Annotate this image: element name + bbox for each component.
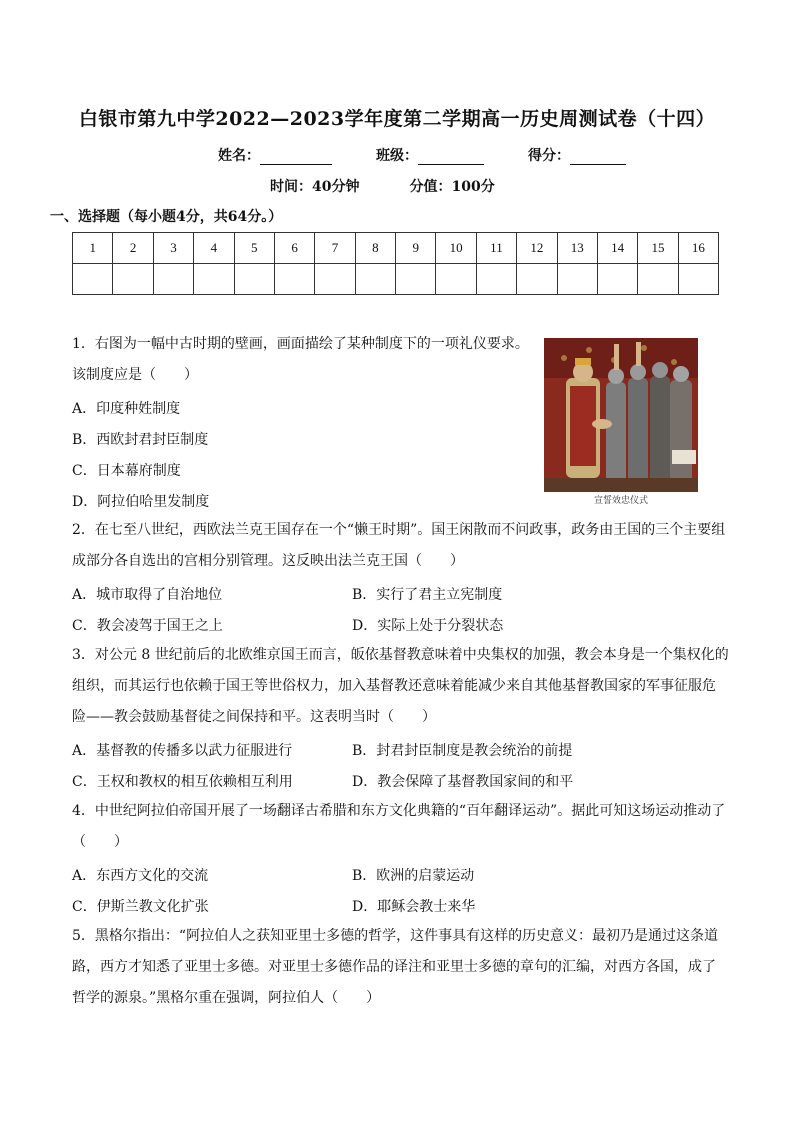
answer-cell[interactable] bbox=[638, 264, 678, 295]
answer-number: 12 bbox=[517, 233, 557, 264]
question-line: 组织，而其运行也依赖于国王等世俗权力，加入基督教还意味着能减少来自其他基督教国家的军事征服危 bbox=[72, 678, 716, 694]
option-a[interactable]: A．印度种姓制度 bbox=[72, 401, 181, 417]
question-line: 路，西方才知悉了亚里士多德。对亚里士多德作品的译注和亚里士多德的章句的汇编，对西方各国，成了 bbox=[72, 959, 716, 975]
section-title: 一、选择题（每小题4分，共64分。） bbox=[50, 209, 283, 225]
answer-number: 8 bbox=[355, 233, 395, 264]
option-c[interactable]: C．王权和教权的相互依赖相互利用 bbox=[72, 774, 293, 790]
answer-number: 14 bbox=[597, 233, 637, 264]
fresco-image bbox=[544, 338, 698, 492]
option-a[interactable]: A．基督教的传播多以武力征服进行 bbox=[72, 743, 293, 759]
option-b[interactable]: B．实行了君主立宪制度 bbox=[352, 587, 503, 603]
option-a[interactable]: A．城市取得了自治地位 bbox=[72, 587, 223, 603]
answer-number: 5 bbox=[234, 233, 274, 264]
answer-number-row bbox=[73, 233, 719, 264]
question-line: 该制度应是（ ） bbox=[72, 367, 198, 383]
answer-blank-row bbox=[73, 264, 719, 295]
image-caption: 宣誓效忠仪式 bbox=[593, 496, 648, 506]
answer-cell[interactable] bbox=[517, 264, 557, 295]
answer-cell[interactable] bbox=[355, 264, 395, 295]
answer-cell[interactable] bbox=[274, 264, 314, 295]
option-d[interactable]: D．实际上处于分裂状态 bbox=[352, 618, 504, 634]
question-line: 5．黑格尔指出：“阿拉伯人之获知亚里士多德的哲学，这件事具有这样的历史意义：最初乃是通过这条道 bbox=[72, 928, 719, 944]
answer-number: 3 bbox=[153, 233, 193, 264]
answer-number: 1 bbox=[73, 233, 113, 264]
answer-cell[interactable] bbox=[678, 264, 718, 295]
answer-cell[interactable] bbox=[234, 264, 274, 295]
class-blank[interactable] bbox=[418, 148, 484, 165]
option-d[interactable]: D．教会保障了基督教国家间的和平 bbox=[352, 774, 574, 790]
answer-cell[interactable] bbox=[597, 264, 637, 295]
score-blank[interactable] bbox=[570, 148, 626, 165]
option-b[interactable]: B．西欧封君封臣制度 bbox=[72, 432, 209, 448]
points-text: 分值：100分 bbox=[409, 179, 495, 195]
answer-number: 13 bbox=[557, 233, 597, 264]
answer-cell[interactable] bbox=[315, 264, 355, 295]
question-line: 4．中世纪阿拉伯帝国开展了一场翻译古希腊和东方文化典籍的“百年翻译运动”。据此可知这场运动推动了 bbox=[72, 803, 726, 819]
answer-cell[interactable] bbox=[436, 264, 476, 295]
question-line: 险——教会鼓励基督徒之间保持和平。这表明当时（ ） bbox=[72, 709, 436, 725]
score-field bbox=[528, 145, 626, 165]
answer-number: 6 bbox=[274, 233, 314, 264]
answer-cell[interactable] bbox=[153, 264, 193, 295]
question-line: 2．在七至八世纪，西欧法兰克王国存在一个“懒王时期”。国王闲散而不问政事，政务由王国的三个主要组 bbox=[72, 522, 726, 538]
option-c[interactable]: C．伊斯兰教文化扩张 bbox=[72, 899, 209, 915]
question-line: （ ） bbox=[72, 834, 128, 850]
answer-cell[interactable] bbox=[557, 264, 597, 295]
option-d[interactable]: D．耶稣会教士来华 bbox=[352, 899, 476, 915]
answer-number: 15 bbox=[638, 233, 678, 264]
class-field bbox=[376, 145, 484, 165]
option-c[interactable]: C．日本幕府制度 bbox=[72, 463, 181, 479]
option-d[interactable]: D．阿拉伯哈里发制度 bbox=[72, 494, 210, 510]
name-blank[interactable] bbox=[260, 148, 332, 165]
answer-number: 7 bbox=[315, 233, 355, 264]
question-5 bbox=[72, 921, 722, 1014]
class-label: 班级： bbox=[376, 148, 418, 164]
answer-number: 16 bbox=[678, 233, 718, 264]
name-label: 姓名： bbox=[218, 148, 260, 164]
answer-cell[interactable] bbox=[194, 264, 234, 295]
question-1 bbox=[72, 329, 532, 391]
option-c[interactable]: C．教会凌驾于国王之上 bbox=[72, 618, 223, 634]
answer-number: 4 bbox=[194, 233, 234, 264]
name-field bbox=[218, 145, 332, 165]
answer-cell[interactable] bbox=[113, 264, 153, 295]
student-info-row bbox=[218, 145, 626, 165]
question-4 bbox=[72, 796, 726, 858]
question-line: 哲学的源泉。”黑格尔重在强调，阿拉伯人（ ） bbox=[72, 990, 381, 1006]
option-b[interactable]: B．封君封臣制度是教会统治的前提 bbox=[352, 743, 573, 759]
question-line: 3．对公元 8 世纪前后的北欧维京国王而言，皈依基督教意味着中央集权的加强，教会本身是一个集权化的 bbox=[72, 647, 729, 663]
question-line: 1．右图为一幅中古时期的壁画，画面描绘了某种制度下的一项礼仪要求。 bbox=[72, 336, 529, 352]
answer-number: 10 bbox=[436, 233, 476, 264]
answer-number: 9 bbox=[396, 233, 436, 264]
question-2 bbox=[72, 515, 726, 577]
question-3 bbox=[72, 640, 729, 733]
option-b[interactable]: B．欧洲的启蒙运动 bbox=[352, 868, 475, 884]
option-a[interactable]: A．东西方文化的交流 bbox=[72, 868, 209, 884]
time-score-row bbox=[270, 176, 495, 196]
question-line: 成部分各自选出的宫相分别管理。这反映出法兰克王国（ ） bbox=[72, 553, 464, 569]
answer-number: 2 bbox=[113, 233, 153, 264]
answer-cell[interactable] bbox=[73, 264, 113, 295]
exam-title: 白银市第九中学2022—2023学年度第二学期高一历史周测试卷（十四） bbox=[78, 108, 716, 130]
answer-grid bbox=[72, 232, 719, 295]
time-text: 时间：40分钟 bbox=[270, 179, 360, 195]
answer-cell[interactable] bbox=[476, 264, 516, 295]
score-label: 得分： bbox=[528, 148, 570, 164]
answer-number: 11 bbox=[476, 233, 516, 264]
answer-cell[interactable] bbox=[396, 264, 436, 295]
